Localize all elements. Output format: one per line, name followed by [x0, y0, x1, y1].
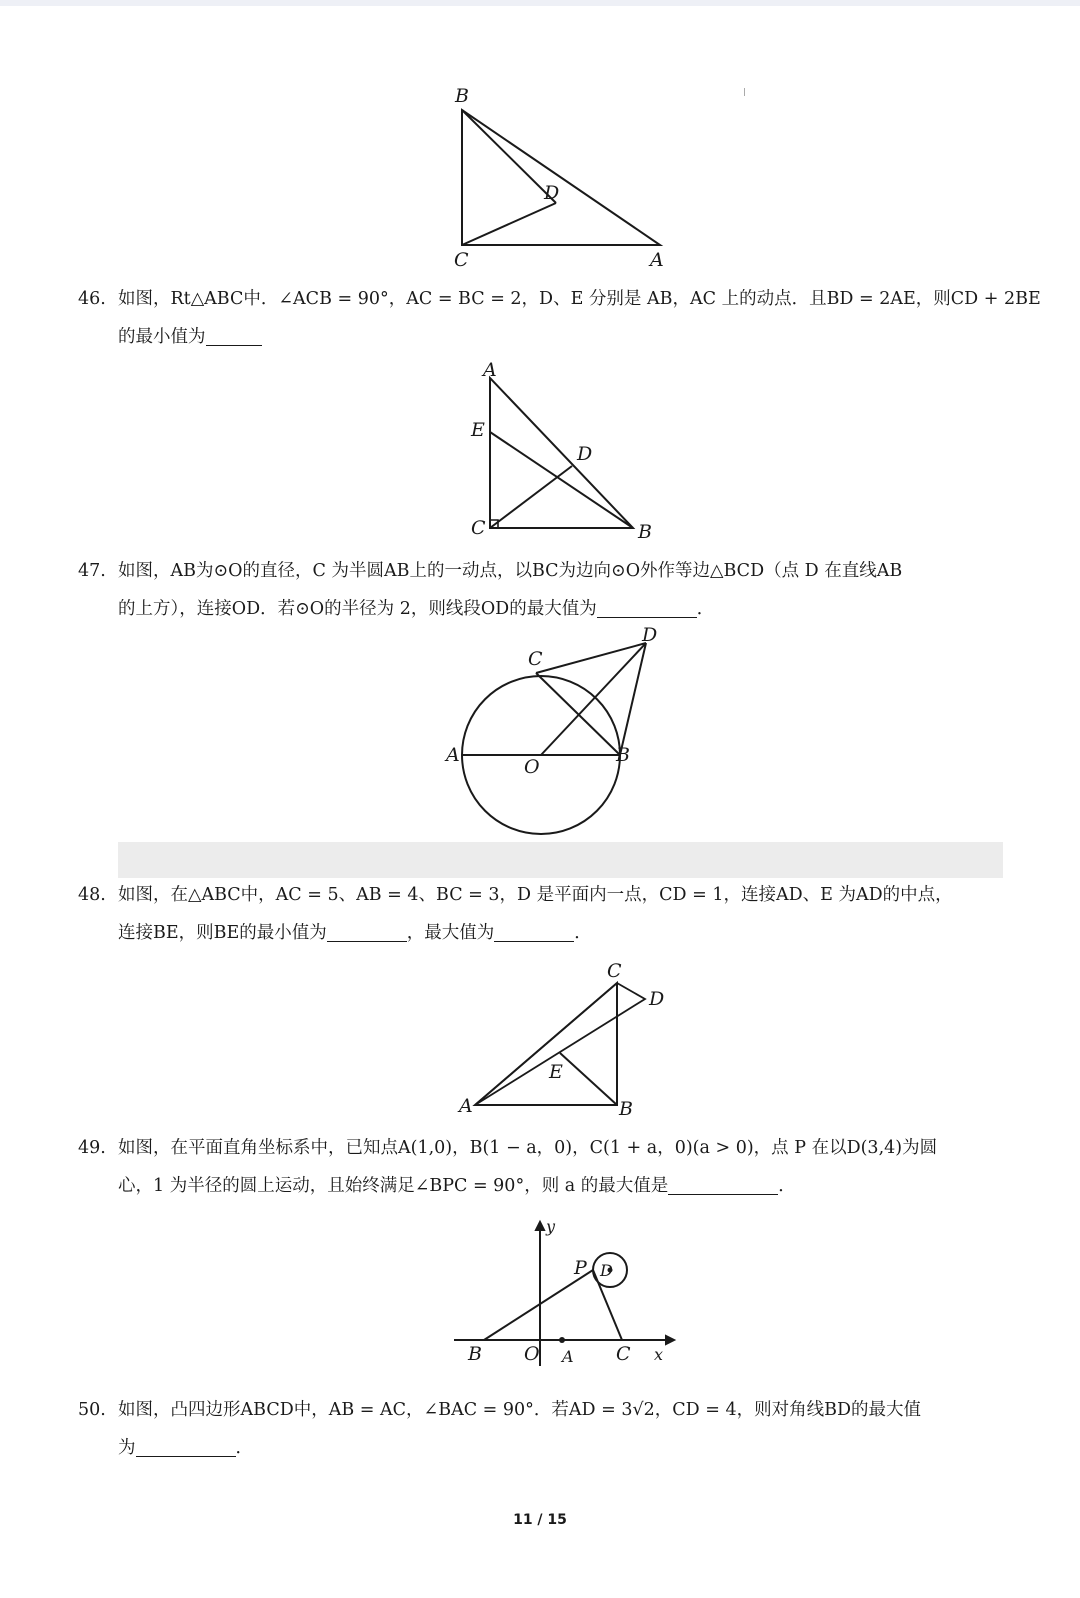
segment-cd: [490, 466, 572, 528]
question-48: [78, 876, 1008, 952]
label-c: C: [528, 648, 543, 670]
top-edge: [0, 0, 1080, 6]
label-a: A: [650, 249, 664, 271]
label-e: E: [471, 419, 485, 441]
question-number: 49.: [78, 1138, 106, 1158]
x-axis-arrow: [666, 1336, 674, 1344]
scan-speck: [744, 88, 745, 96]
figure-q49-svg: [450, 1218, 680, 1378]
segment-eb: [560, 1053, 617, 1105]
question-text-end: ．: [574, 923, 592, 943]
triangle-bca: [462, 110, 660, 245]
question-text-end: ．: [235, 1438, 253, 1458]
question-49: [78, 1129, 1008, 1205]
figure-q46-svg: [455, 360, 665, 545]
figure-q47: [446, 624, 680, 835]
label-c: C: [454, 249, 469, 271]
question-number: 47.: [78, 561, 106, 581]
question-text: 的最小值为: [118, 327, 206, 347]
question-text-a: 连接BE，则BE的最小值为: [118, 923, 327, 943]
question-number: 48.: [78, 885, 106, 905]
label-c: C: [607, 960, 622, 982]
label-p: P: [574, 1257, 587, 1279]
label-a: A: [446, 744, 460, 766]
segment-bp: [484, 1270, 593, 1340]
question-text-line1: 如图，凸四边形ABCD中，AB = AC，∠BAC = 90°．若AD = 3√2，CD = 4，则对角线BD的最大值: [118, 1400, 922, 1420]
segment-cd: [462, 203, 556, 245]
figure-q48-svg: [455, 955, 685, 1120]
label-b: B: [468, 1343, 482, 1365]
segment-db: [620, 643, 646, 755]
label-d: D: [600, 1261, 613, 1280]
question-text-line2: [118, 1429, 1008, 1467]
answer-blank: [206, 325, 262, 346]
figure-q49: [450, 1218, 680, 1378]
question-text-line1: 如图，在△ABC中，AC = 5、AB = 4、BC = 3，D 是平面内一点，CD = 1，连接AD、E 为AD的中点，: [118, 885, 953, 905]
label-a: A: [562, 1347, 574, 1366]
label-x: x: [654, 1345, 664, 1364]
figure-q47-svg: [446, 624, 680, 835]
answer-blank-max: [494, 921, 574, 942]
question-text-line1: 如图，AB为⊙O的直径，C 为半圆AB上的一动点，以BC为边向⊙O外作等边△BCD（点 D 在直线AB: [118, 561, 903, 581]
label-b: B: [638, 521, 652, 543]
answer-blank-min: [327, 921, 407, 942]
question-text-line2: [118, 914, 1008, 952]
label-c: C: [616, 1343, 631, 1365]
label-b: B: [619, 1098, 633, 1120]
segment-od: [541, 643, 646, 755]
question-46: [78, 280, 1041, 356]
segment-pc: [593, 1270, 622, 1340]
question-text-line2: [118, 590, 1008, 628]
label-o: O: [524, 1343, 540, 1365]
label-d: D: [577, 443, 593, 465]
answer-blank: [136, 1436, 236, 1457]
shaded-divider: [118, 842, 1003, 878]
label-c: C: [471, 517, 486, 539]
segment-bd: [462, 110, 556, 203]
label-e: E: [549, 1061, 563, 1083]
question-text-end: ．: [778, 1176, 796, 1196]
answer-blank: [597, 597, 697, 618]
figure-q46: [455, 360, 665, 545]
question-text: 心，1 为半径的圆上运动，且始终满足∠BPC = 90°，则 a 的最大值是: [118, 1176, 669, 1196]
label-a: A: [483, 359, 497, 381]
label-o: O: [524, 756, 540, 778]
triangle-acb: [490, 378, 633, 528]
label-b: B: [455, 85, 469, 107]
question-text-end: ．: [696, 599, 715, 619]
question-text-line2: [118, 1167, 1008, 1205]
label-b: B: [616, 744, 630, 766]
question-text: 为: [118, 1438, 136, 1458]
question-number: 46.: [78, 289, 106, 309]
figure-q45-svg: [440, 80, 680, 275]
question-text-line2: [118, 318, 1008, 356]
question-text-line1: 如图，Rt△ABC中．∠ACB = 90°，AC = BC = 2，D、E 分别是 AB，AC 上的动点．且BD = 2AE，则CD + 2BE: [118, 289, 1041, 309]
triangle-cd: [475, 983, 645, 1105]
y-axis-arrow: [536, 1222, 544, 1230]
segment-cd: [536, 643, 646, 673]
answer-blank: [668, 1174, 778, 1195]
question-text-b: ，最大值为: [406, 923, 495, 943]
label-a: A: [459, 1095, 473, 1117]
segment-eb: [490, 432, 633, 528]
point-a: [559, 1337, 565, 1343]
label-d: D: [544, 182, 560, 204]
question-number: 50.: [78, 1400, 106, 1420]
label-d: D: [649, 988, 665, 1010]
page-number: 11 / 15: [513, 1512, 567, 1528]
question-text: 的上方），连接OD．若⊙O的半径为 2，则线段OD的最大值为: [118, 599, 597, 619]
label-y: y: [546, 1217, 556, 1236]
figure-q45: [440, 80, 680, 275]
figure-q48: [455, 955, 685, 1120]
question-47: [78, 552, 1008, 628]
question-50: [78, 1391, 1008, 1467]
question-text-line1: 如图，在平面直角坐标系中，已知点A(1,0)，B(1 − a，0)，C(1 + a，0)(a > 0)，点 P 在以D(3,4)为圆: [118, 1138, 938, 1158]
label-d: D: [642, 624, 658, 646]
